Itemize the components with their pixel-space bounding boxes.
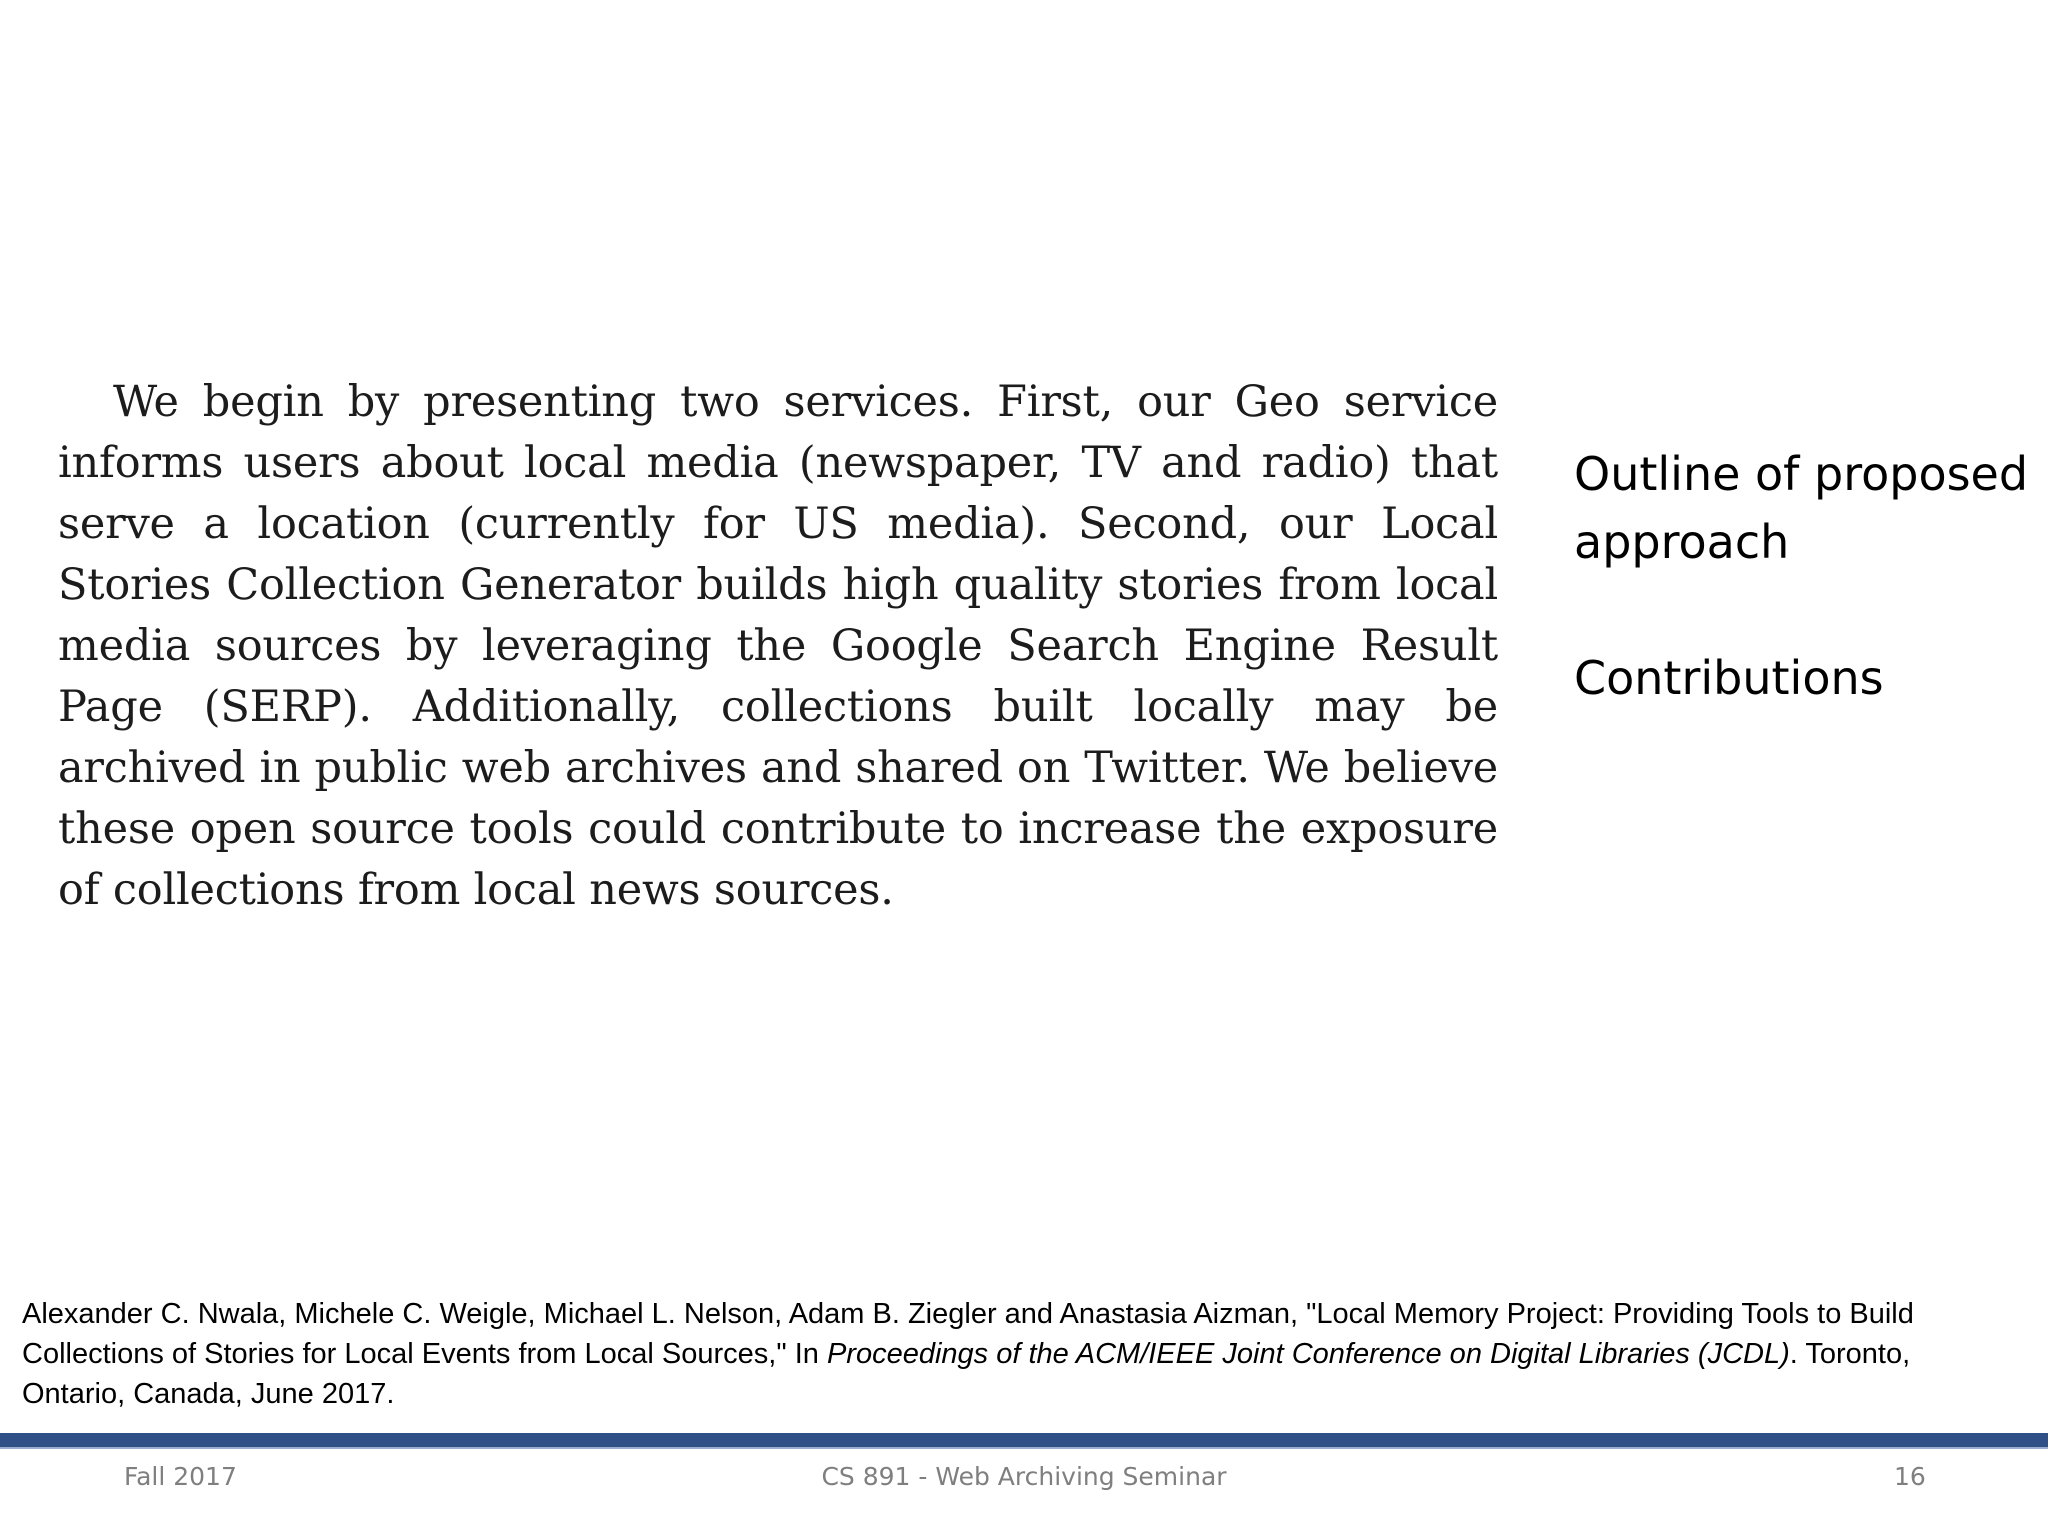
side-note-contributions: Contributions xyxy=(1574,651,1884,705)
citation-venue: Proceedings of the ACM/IEEE Joint Conference on Digital Libraries (JCDL) xyxy=(826,1338,1790,1370)
citation xyxy=(22,1294,1982,1414)
footer-course-title: CS 891 - Web Archiving Seminar xyxy=(821,1462,1227,1491)
footer-divider-bar xyxy=(0,1433,2048,1449)
paper-excerpt: We begin by presenting two services. First, our Geo service informs users about local media (newspaper, TV and radio) that serve a location (currently for US media). Second, our Local Stories Collection Generator builds high quality stories from local media sources by leveraging the Google Search Engine Result Page (SERP). Additionally, collections built locally may be archived in public web archives and shared on Twitter. We believe these open source tools could contribute to increase the exposure of collections from local news sources. xyxy=(58,377,1498,915)
citation-authors-title: Alexander C. Nwala, Michele C. Weigle, Michael L. Nelson, Adam B. Ziegler and Anastasia Aizman, "Local Memory Project: Providing Tools to Build Collections of Stories for Local Events from Local Sources," In xyxy=(22,1298,1914,1370)
footer-semester: Fall 2017 xyxy=(124,1462,237,1491)
slide-number: 16 xyxy=(1894,1462,1926,1491)
citation-location-date: . Toronto, Ontario, Canada, June 2017. xyxy=(22,1338,1911,1410)
side-note-outline: Outline of proposed approach xyxy=(1574,447,2029,569)
side-notes xyxy=(1574,440,2044,780)
